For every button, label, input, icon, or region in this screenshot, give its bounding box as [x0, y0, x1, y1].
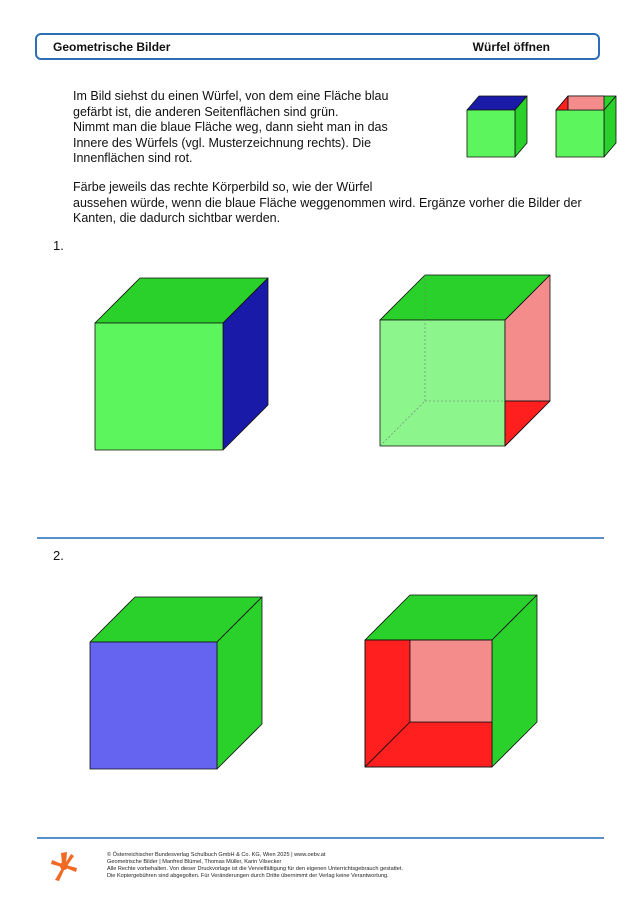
publisher-logo-icon [50, 850, 78, 882]
footer-line: Die Kopiergebühren sind abgegolten. Für Veränderungen durch Dritte übernimmt der Verlag keine Verantwortung. [107, 872, 389, 879]
page-topic: Würfel öffnen [472, 40, 550, 54]
intro-line: Innere des Würfels (vgl. Musterzeichnung rechts). Die [73, 135, 372, 150]
intro-line: Nimmt man die blaue Fläche weg, dann sieht man in das [73, 120, 388, 134]
sample-cube-closed [467, 96, 527, 157]
page-title: Geometrische Bilder [53, 40, 171, 54]
exercise2-cube-closed [90, 597, 262, 769]
task-line: aussehen würde, wenn die blaue Fläche weggenommen wird. Ergänze vorher die Bilder der [73, 195, 582, 210]
footer-line: Alle Rechte vorbehalten. Von dieser Druckvorlage ist die Vervielfältigung für den eigenen Unterrichtsgebrauch gestattet. [107, 865, 404, 872]
exercise-number-1: 1. [53, 238, 64, 253]
exercise-number-2: 2. [53, 548, 64, 563]
exercise2-cube-open [365, 595, 537, 767]
sample-cube-open [556, 96, 616, 157]
task-line: Färbe jeweils das rechte Körperbild so, wie der Würfel [73, 180, 373, 194]
task-line: Kanten, die dadurch sichtbar werden. [73, 211, 281, 225]
intro-line: Innenflächen sind rot. [73, 151, 193, 165]
footer-text [107, 852, 403, 880]
intro-line: gefärbt ist, die anderen Seitenflächen sind grün. [73, 104, 339, 119]
exercise1-cube-closed [95, 278, 268, 450]
intro-line: Im Bild siehst du einen Würfel, von dem eine Fläche blau [73, 89, 389, 103]
footer-line: Geometrische Bilder | Manfred Blümel, Thomas Müller, Karin Vilsecker [107, 858, 282, 865]
exercise1-cube-open [380, 275, 550, 446]
footer-line: © Österreichischer Bundesverlag Schulbuch GmbH & Co. KG, Wien 2025 | www.oebv.at [107, 852, 326, 858]
